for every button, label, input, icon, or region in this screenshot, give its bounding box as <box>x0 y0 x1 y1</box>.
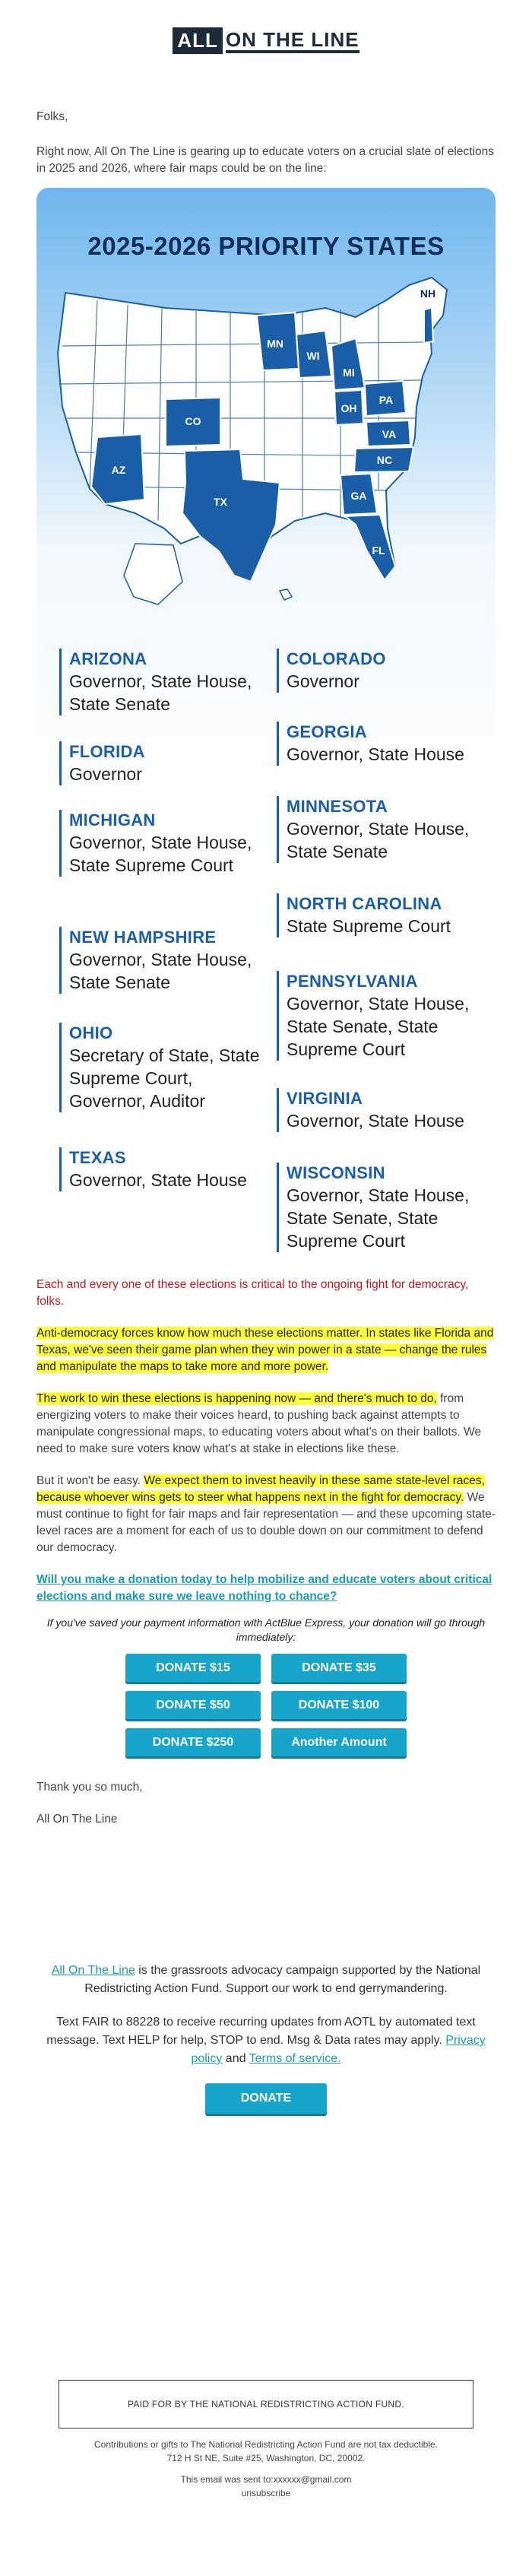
state-offices: Governor, State House, State Senate <box>287 819 470 861</box>
donate-buttons <box>125 1654 407 1756</box>
address: 712 H St NE, Suite #25, Washington, DC, 20002. <box>166 2453 366 2463</box>
footer-donate-button[interactable]: DONATE <box>205 2083 327 2114</box>
state-offices: State Supreme Court <box>287 916 451 936</box>
priority-states-card <box>36 188 496 1255</box>
logo-all: ALL <box>173 27 223 54</box>
map-hawaii <box>280 589 292 600</box>
card-title: 2025-2026 PRIORITY STATES <box>87 232 445 260</box>
highlight: The work to win these elections is happening now — and there's much to do, <box>36 1392 437 1405</box>
terms-of-service-link[interactable]: Terms of service. <box>249 2052 341 2065</box>
sent-to: This email was sent to:xxxxxx@gmail.com <box>180 2474 352 2485</box>
state-name: VIRGINIA <box>287 1089 363 1108</box>
state-offices: Governor, State House, State Senate <box>69 671 252 714</box>
state-wisconsin <box>277 1163 492 1252</box>
state-name: MICHIGAN <box>69 811 156 830</box>
actblue-express-note: If you've saved your payment information with ActBlue Express, your donation will go through immediately: <box>46 1616 486 1643</box>
intro-paragraph: Right now, All On The Line is gearing up to educate voters on a crucial slate of elections in 2025 and 2026, where fair maps could be on the line: <box>36 145 494 175</box>
paragraph-anti-democracy <box>36 1325 496 1375</box>
email-body <box>36 0 496 2500</box>
state-virginia <box>277 1088 492 1132</box>
map-label-tx: TX <box>214 496 227 508</box>
state-pennsylvania <box>277 971 492 1061</box>
state-offices: Governor, State House, State Senate <box>69 950 252 992</box>
footer-aotl-link[interactable]: All On The Line <box>51 1964 135 1977</box>
map-label-nh: NH <box>420 287 436 300</box>
paragraph-text: But it won't be easy. <box>36 1474 144 1487</box>
and-text: and <box>222 2052 249 2065</box>
state-texas <box>59 1147 259 1191</box>
greeting: Folks, <box>36 110 68 123</box>
map-label-mi: MI <box>343 366 355 379</box>
state-offices: Governor <box>287 671 359 691</box>
state-name: WISCONSIN <box>287 1163 385 1182</box>
paragraph-text: We must continue to fight for fair maps and fair representation — and these upcoming state-level races are a moment for each of us to double down on our commitment to defend our democracy. <box>36 1491 496 1554</box>
footer-about <box>36 1962 496 1998</box>
signature: All On The Line <box>36 1813 118 1826</box>
state-michigan <box>59 810 259 877</box>
state-name: NEW HAMPSHIRE <box>69 928 217 947</box>
map-label-ga: GA <box>350 490 367 502</box>
state-offices: Governor <box>69 764 142 784</box>
highlight: We expect them to invest heavily in these same state-level races, because whoever wins gets to steer what happens next in the fight for democracy. <box>36 1474 485 1504</box>
map-label-oh: OH <box>340 402 357 414</box>
paragraph-text: from energizing voters to make their voices heard, to pushing back against attempts to manipulate congressional maps, to educating voters about what's on their ballots. We need to make sure voters know what's at stake in elections like these. <box>36 1392 482 1455</box>
donate-35-button[interactable]: DONATE $35 <box>271 1654 407 1682</box>
map-label-mn: MN <box>267 338 283 350</box>
state-north-carolina <box>277 893 492 937</box>
us-map <box>52 262 477 620</box>
state-name: TEXAS <box>69 1148 126 1167</box>
map-state-nh <box>424 308 433 343</box>
state-name: PENNSYLVANIA <box>287 972 418 991</box>
state-arizona <box>59 649 259 715</box>
critical-paragraph: Each and every one of these elections is critical to the ongoing fight for democracy, folks. <box>36 1278 469 1308</box>
state-name: FLORIDA <box>69 742 145 761</box>
state-name: ARIZONA <box>69 649 147 668</box>
map-alaska <box>124 544 182 604</box>
paragraph-wont-be-easy <box>36 1473 496 1556</box>
highlight: Anti-democracy forces know how much these elections matter. In states like Florida and Texas, we've seen their game plan when they win power in a state — change the rules and manipulate the maps to take more and more power. <box>36 1327 494 1373</box>
state-offices: Governor, State House, State Supreme Court <box>69 833 252 875</box>
map-label-va: VA <box>382 428 397 440</box>
map-label-az: AZ <box>111 464 126 476</box>
state-colorado <box>277 649 492 693</box>
state-offices: Governor, State House, State Senate, State Supreme Court <box>287 1185 470 1251</box>
state-name: GEORGIA <box>287 722 367 741</box>
donation-ask-link[interactable]: Will you make a donation today to help mobilize and educate voters about critical elections and make sure we leave nothing to chance? <box>36 1573 492 1603</box>
sms-text: Text FAIR to 88228 to receive recurring updates from AOTL by automated text message. Text HELP for help, STOP to end. Msg & Data rates may apply. <box>46 2016 476 2047</box>
state-georgia <box>277 722 492 766</box>
map-label-co: CO <box>185 415 201 427</box>
state-name: NORTH CAROLINA <box>287 894 442 913</box>
contributions-note: Contributions or gifts to The National Redistricting Action Fund are not tax deductible. <box>93 2439 439 2450</box>
state-offices: Governor, State House <box>287 744 464 764</box>
another-amount-button[interactable]: Another Amount <box>271 1728 407 1756</box>
state-offices: Governor, State House, State Senate, State Supreme Court <box>287 994 470 1059</box>
state-florida <box>59 741 259 785</box>
state-ohio <box>59 1023 267 1112</box>
map-label-nc: NC <box>376 454 393 466</box>
state-minnesota <box>277 796 492 863</box>
paid-for-box: PAID FOR BY THE NATIONAL REDISTRICTING ACTION FUND. <box>59 2380 473 2428</box>
state-offices: Secretary of State, State Supreme Court, Governor, Auditor <box>69 1045 260 1111</box>
paragraph-work-now <box>36 1391 496 1458</box>
state-offices: Governor, State House <box>69 1170 247 1190</box>
privacy-policy-link[interactable]: Privacy policy <box>191 2034 486 2065</box>
state-new-hampshire <box>59 927 259 994</box>
thanks: Thank you so much, <box>36 1781 143 1794</box>
state-name: COLORADO <box>287 649 386 668</box>
donate-250-button[interactable]: DONATE $250 <box>125 1728 261 1756</box>
logo-on-the-line: ON THE LINE <box>226 29 359 53</box>
logo[interactable] <box>36 0 496 61</box>
donate-15-button[interactable]: DONATE $15 <box>125 1654 261 1682</box>
unsubscribe-link[interactable]: unsubscribe <box>241 2488 291 2498</box>
footer-sms <box>36 2013 496 2068</box>
footer-about-text: is the grassroots advocacy campaign supported by the National Redistricting Action Fund. Support our work to end gerrymandering. <box>84 1964 481 1995</box>
donate-100-button[interactable]: DONATE $100 <box>271 1691 407 1719</box>
state-name: MINNESOTA <box>287 797 388 816</box>
state-offices: Governor, State House <box>287 1111 464 1131</box>
map-label-wi: WI <box>306 350 320 362</box>
map-label-fl: FL <box>372 544 385 557</box>
donate-50-button[interactable]: DONATE $50 <box>125 1691 261 1719</box>
map-label-pa: PA <box>378 394 394 406</box>
state-name: OHIO <box>69 1023 113 1042</box>
